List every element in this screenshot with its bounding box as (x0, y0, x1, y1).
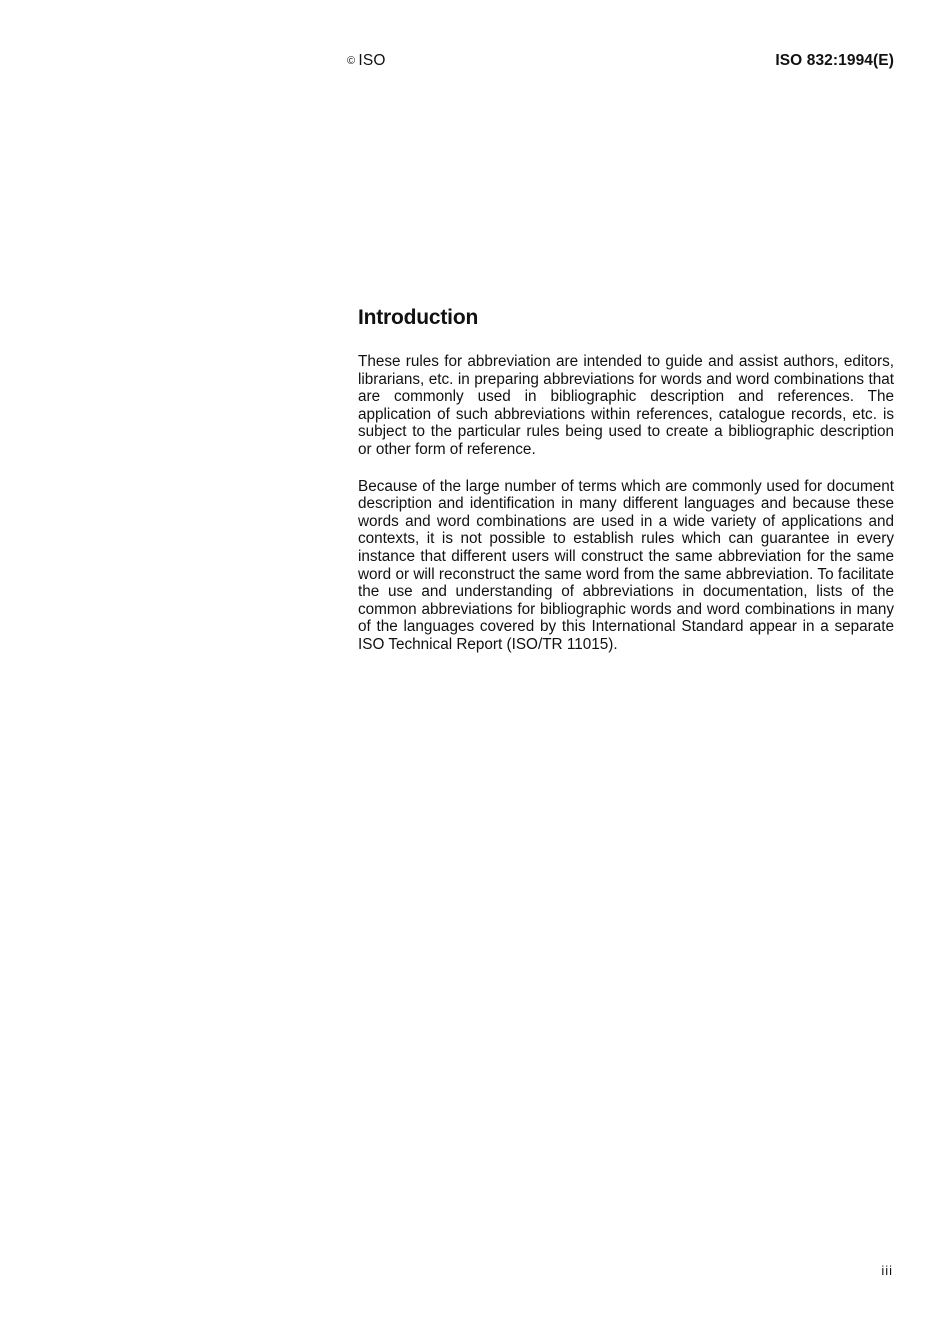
copyright-org: ISO (358, 52, 386, 69)
main-content (358, 306, 894, 673)
copyright-symbol: © (347, 55, 356, 67)
standard-identifier: ISO 832:1994(E) (775, 52, 894, 69)
header-copyright (347, 52, 386, 70)
intro-paragraph-2: Because of the large number of terms which are commonly used for document description and identification in many different languages and because these words and word combinations are used in a wide variety of applications and contexts, it is not possible to establish rules which can guarantee in every instance that different users will construct the same abbreviation for the same word or will reconstruct the same word from the same abbreviation. To facilitate the use and understanding of abbreviations in documentation, lists of the common abbreviations for bibliographic words and word combinations in many of the languages covered by this International Standard appear in a separate ISO Technical Report (ISO/TR 11015). (358, 477, 894, 653)
page-title: Introduction (358, 306, 479, 329)
intro-paragraph-1: These rules for abbreviation are intended to guide and assist authors, editors, librarians, etc. in preparing abbreviations for words and word combinations that are commonly used in bibliographic description and references. The application of such abbreviations within references, catalogue records, etc. is subject to the particular rules being used to create a bibliographic description or other form of reference. (358, 353, 894, 458)
page-number: iii (881, 1263, 893, 1278)
